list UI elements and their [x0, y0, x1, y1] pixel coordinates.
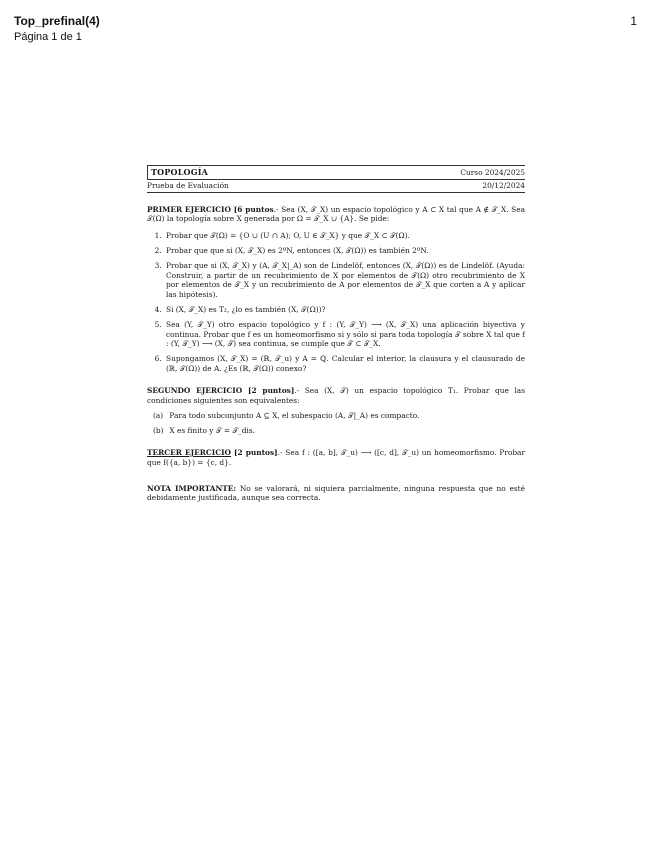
option-label: (b) — [153, 426, 164, 436]
important-note — [147, 484, 525, 504]
exam-header-top — [147, 165, 525, 179]
exercise-2-options — [153, 411, 525, 436]
exercise-2-option — [153, 426, 525, 436]
exercise-1-item: 4. Si (X, 𝒯_X) es T₂, ¿lo es también (X, 𝒯(Ω))? — [164, 305, 525, 315]
exercise-1-intro: .- Sea (X, 𝒯_X) un espacio topológico y A ⊂ X tal que A ∉ 𝒯_X. Sea 𝒯(Ω) la topología sobre X generada por Ω = 𝒯_X ∪ {A}. Se pide: — [147, 204, 525, 224]
exercise-1-items — [147, 231, 525, 374]
exam-date: 20/12/2024 — [482, 180, 525, 190]
exam-type: Prueba de Evaluación — [147, 180, 229, 190]
page-number: 1 — [630, 14, 637, 28]
exercise-1 — [147, 205, 525, 374]
exercise-3-text: .- Sea f : ([a, b], 𝒯_u) ⟶ ([c, d], 𝒯_u) un homeomorfismo. Probar que f({a, b}) = {c, d}. — [147, 447, 526, 467]
exercise-1-item: 2. Probar que que si (X, 𝒯_X) es 2ºN, entonces (X, 𝒯(Ω)) es también 2ºN. — [164, 246, 525, 256]
exercise-2-intro: .- Sea (X, 𝒯) un espacio topológico T₁. Probar que las condiciones siguientes son equivalentes: — [147, 385, 525, 405]
course-year: Curso 2024/2025 — [460, 168, 525, 177]
page-info: Página 1 de 1 — [14, 31, 82, 43]
subject-title: TOPOLOGÍA — [151, 167, 209, 177]
exercise-3-title: TERCER EJERCICIO — [147, 447, 231, 457]
option-text: X es finito y 𝒯 = 𝒯_dis. — [169, 426, 255, 436]
note-text: No se valorará, ni siquiera parcialmente, ninguna respuesta que no esté debidamente justificada, aunque sea correcta. — [147, 483, 525, 503]
exam-header-bottom — [147, 179, 525, 193]
exercise-2-option — [153, 411, 525, 421]
exercise-2 — [147, 386, 525, 436]
exercise-3-points: [2 puntos] — [231, 447, 278, 457]
exercise-1-title: PRIMER EJERCICIO [6 puntos — [147, 204, 274, 214]
note-title: NOTA IMPORTANTE: — [147, 483, 237, 493]
exercise-3 — [147, 448, 525, 468]
exercise-1-item: 5. Sea (Y, 𝒯_Y) otro espacio topológico y f : (Y, 𝒯_Y) ⟶ (X, 𝒯_X) una aplicación biyectiva y continua. Probar que f es un homeomorfismo si y sólo si para toda topología 𝒯 sobre X tal que f : (Y, 𝒯_Y) ⟶ (X, 𝒯) sea continua, se cumple que 𝒯 ⊂ 𝒯_X. — [164, 320, 525, 349]
exercise-1-item: 3. Probar que si (X, 𝒯_X) y (A, 𝒯_X|_A) son de Lindelöf, entonces (X, 𝒯(Ω)) es de Lindelöf. (Ayuda: Construir, a partir de un recubrimiento de X por elementos de 𝒯(Ω) otro recubrimiento de X por elementos de 𝒯_X y un recubrimiento de A por elementos de 𝒯_X que corten a A y aplicar las hipótesis). — [164, 261, 525, 300]
exercise-1-item: 6. Supongamos (X, 𝒯_X) = (ℝ, 𝒯_u) y A = ℚ. Calcular el interior, la clausura y el clausurado de (ℝ, 𝒯(Ω)) de A. ¿Es (ℝ, 𝒯(Ω)) conexo? — [164, 354, 525, 374]
option-text: Para todo subconjunto A ⊆ X, el subespacio (A, 𝒯|_A) es compacto. — [169, 411, 420, 421]
exercise-2-title: SEGUNDO EJERCICIO [2 puntos] — [147, 385, 295, 395]
option-label: (a) — [153, 411, 164, 421]
print-header — [14, 14, 637, 43]
exercise-1-item: 1. Probar que 𝒯(Ω) = {O ∪ (U ∩ A); O, U ∈ 𝒯_X} y que 𝒯_X ⊂ 𝒯(Ω). — [164, 231, 525, 241]
document-title: Top_prefinal(4) — [14, 14, 100, 28]
exam-document — [147, 165, 525, 503]
